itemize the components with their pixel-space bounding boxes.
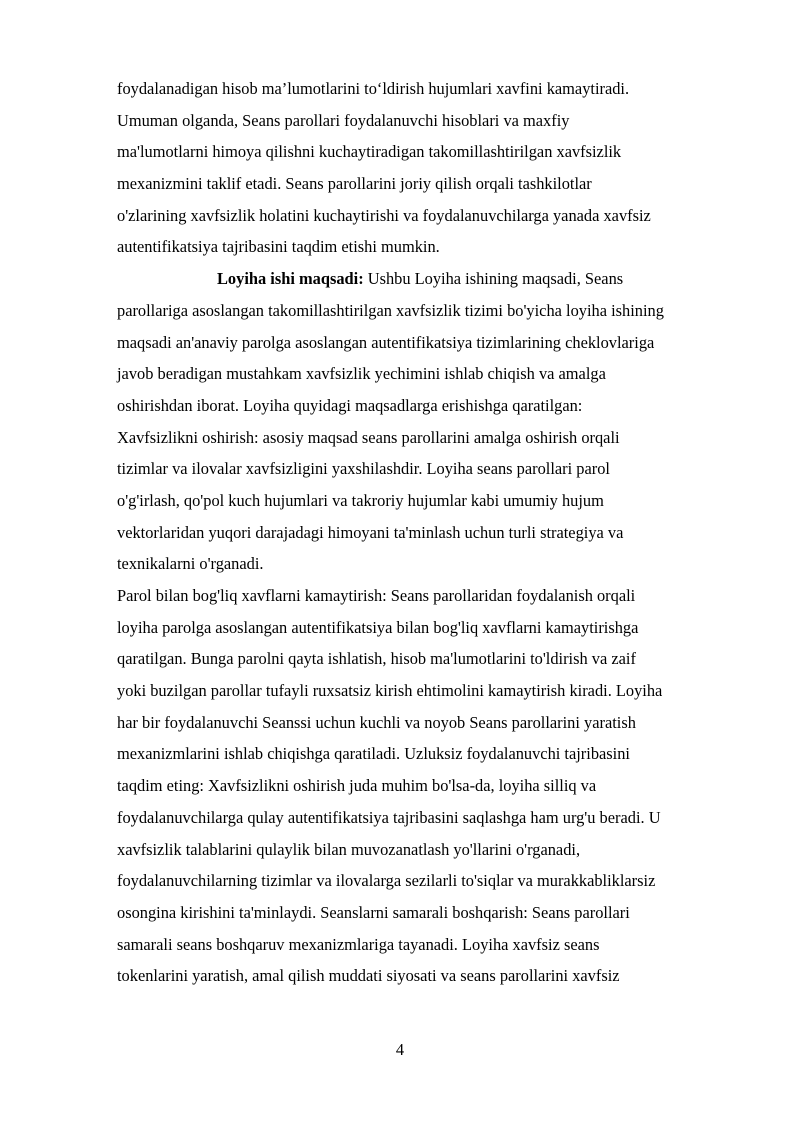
text-line: foydalanuvchilarning tizimlar va ilovalarga sezilarli to'siqlar va murakkabliklarsiz xyxy=(117,871,656,891)
text-line: ma'lumotlarni himoya qilishni kuchaytiradigan takomillashtirilgan xavfsizlik xyxy=(117,142,622,162)
text-line: parollariga asoslangan takomillashtirilgan xavfsizlik tizimi bo'yicha loyiha ishining xyxy=(117,300,664,320)
text-line: samarali seans boshqaruv mexanizmlariga tayanadi. Loyiha xavfsiz seans xyxy=(117,934,600,954)
text-line: xavfsizlik talablarini qulaylik bilan muvozanatlash yo'llarini o'rganadi, xyxy=(117,839,581,859)
section-first-line xyxy=(117,263,745,295)
text-line: Umuman olganda, Seans parollari foydalanuvchi hisoblari va maxfiy xyxy=(117,110,570,130)
text-line: osongina kirishini ta'minlaydi. Seanslarni samarali boshqarish: Seans parollari xyxy=(117,902,630,922)
text-line: Xavfsizlikni oshirish: asosiy maqsad seans parollarini amalga oshirish orqali xyxy=(117,427,620,447)
text-line: autentifikatsiya tajribasini taqdim etishi mumkin. xyxy=(117,237,440,257)
text-line: maqsadi an'anaviy parolga asoslangan autentifikatsiya tizimlarining cheklovlariga xyxy=(117,332,655,352)
text-line: oshirishdan iborat. Loyiha quyidagi maqsadlarga erishishga qaratilgan: xyxy=(117,395,583,415)
text-line: foydalanadigan hisob ma’lumotlarini to‘ldirish hujumlari xavfini kamaytiradi. xyxy=(117,79,630,98)
text-line: taqdim eting: Xavfsizlikni oshirish juda muhim bo'lsa-da, loyiha silliq va xyxy=(117,776,597,796)
page-number: 4 xyxy=(395,1040,405,1059)
text-line: o'g'irlash, qo'pol kuch hujumlari va takroriy hujumlar kabi umumiy hujum xyxy=(117,490,604,510)
text-line: javob beradigan mustahkam xavfsizlik yechimini ishlab chiqish va amalga xyxy=(117,364,606,384)
text-line: mexanizmini taklif etadi. Seans parollarini joriy qilish orqali tashkilotlar xyxy=(117,174,592,194)
text-line: vektorlaridan yuqori darajadagi himoyani ta'minlash uchun turli strategiya va xyxy=(117,522,624,542)
section-heading: Loyiha ishi maqsadi: xyxy=(217,269,364,289)
body-text xyxy=(117,73,745,992)
text-line: tokenlarini yaratish, amal qilish muddati siyosati va seans parollarini xavfsiz xyxy=(117,966,620,986)
text-line: har bir foydalanuvchi Seanssi uchun kuchli va noyob Seans parollarini yaratish xyxy=(117,712,636,732)
text-line: tizimlar va ilovalar xavfsizligini yaxshilashdir. Loyiha seans parollari parol xyxy=(117,459,610,479)
text-line: Parol bilan bog'liq xavflarni kamaytirish: Seans parollaridan foydalanish orqali xyxy=(117,586,636,605)
text-line: texnikalarni o'rganadi. xyxy=(117,554,264,574)
text-line: o'zlarining xavfsizlik holatini kuchaytirishi va foydalanuvchilarga yanada xavfsiz xyxy=(117,205,651,225)
text-line: loyiha parolga asoslangan autentifikatsiya bilan bog'liq xavflarni kamaytirishga xyxy=(117,617,639,637)
text-line: yoki buzilgan parollar tufayli ruxsatsiz kirish ehtimolini kamaytirish kiradi. Loyiha xyxy=(117,681,663,701)
text-line: foydalanuvchilarga qulay autentifikatsiya tajribasini saqlashga ham urg'u beradi. U xyxy=(117,807,661,827)
section-first-line-text: Ushbu Loyiha ishining maqsadi, Seans xyxy=(363,269,624,289)
text-line: qaratilgan. Bunga parolni qayta ishlatish, hisob ma'lumotlarini to'ldirish va zaif xyxy=(117,649,636,669)
text-line: mexanizmlarini ishlab chiqishga qaratiladi. Uzluksiz foydalanuvchi tajribasini xyxy=(117,744,630,764)
